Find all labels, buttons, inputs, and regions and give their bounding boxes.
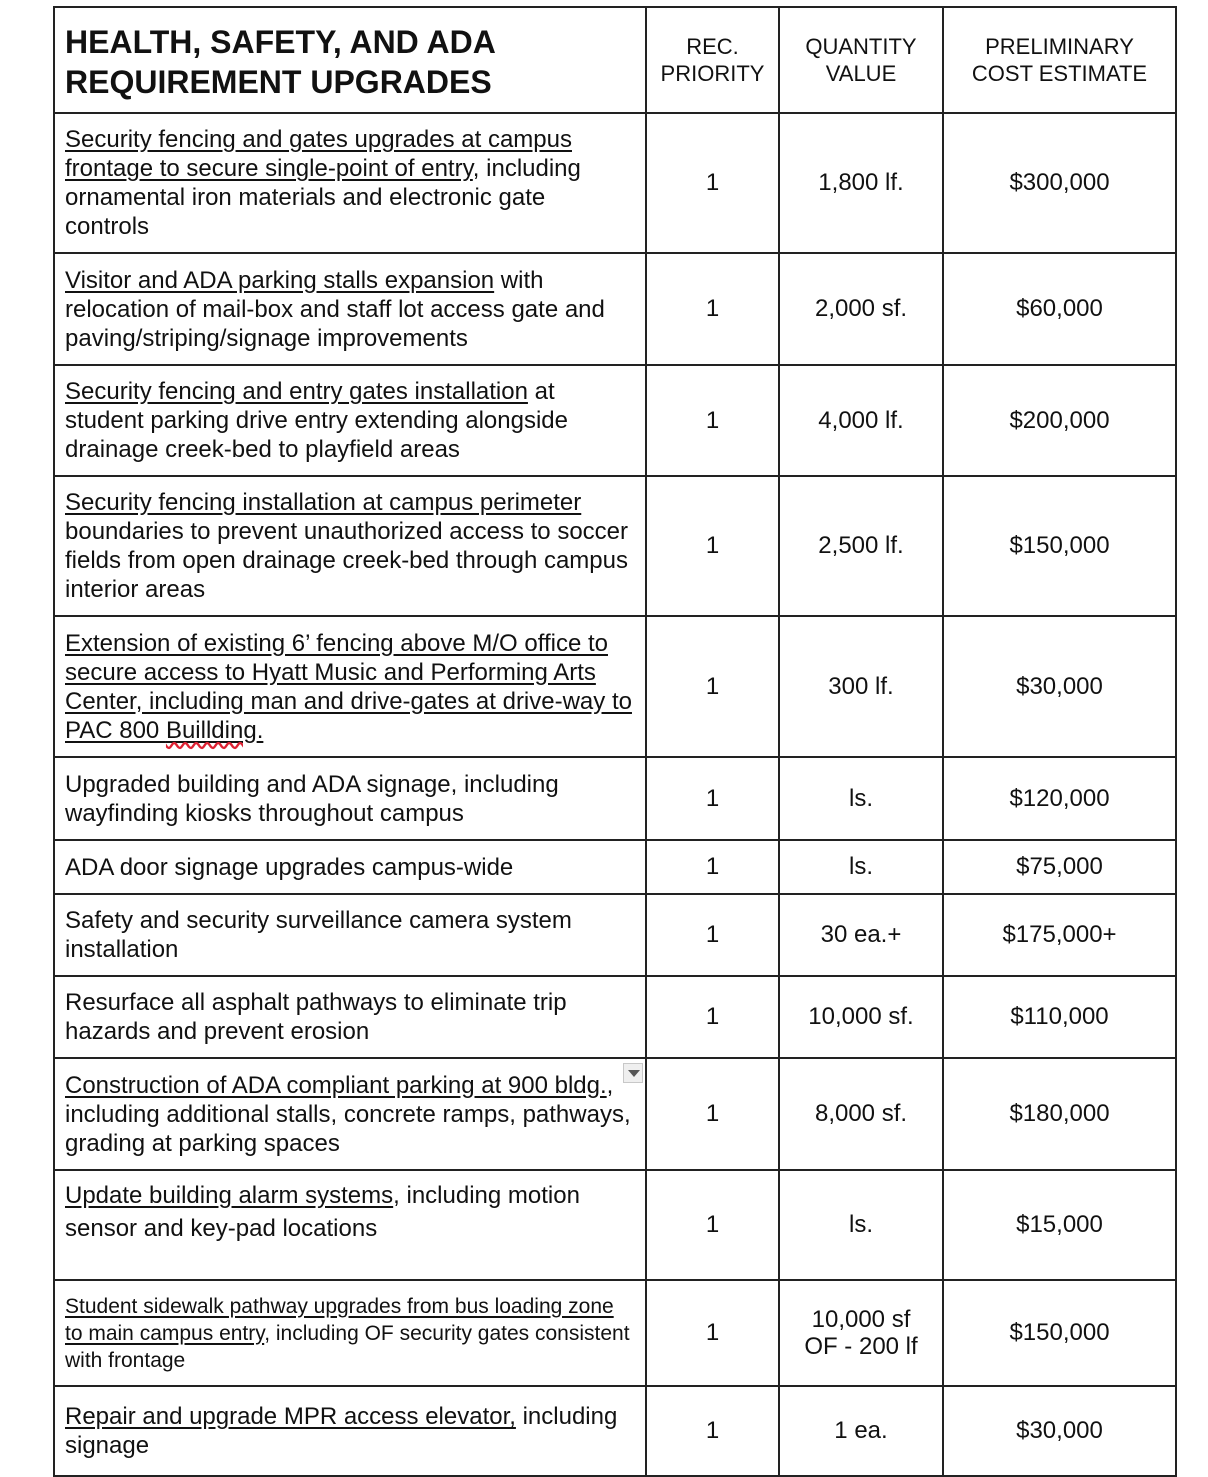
description-link[interactable]: Repair and upgrade MPR access elevator, [65,1403,516,1430]
row-cost: $110,000 [943,976,1176,1058]
table-row [54,1170,1176,1280]
description-link[interactable]: Security fencing installation at campus perimeter [65,489,582,516]
row-cost: $30,000 [943,616,1176,757]
cost-header: PRELIMINARY COST ESTIMATE [943,7,1176,113]
row-priority: 1 [646,757,779,840]
row-cost: $30,000 [943,1386,1176,1476]
row-quantity: 2,000 sf. [779,253,943,365]
header-row [54,7,1176,113]
row-cost: $175,000+ [943,894,1176,976]
row-priority: 1 [646,253,779,365]
table-row [54,976,1176,1058]
table-title: HEALTH, SAFETY, AND ADA REQUIREMENT UPGRADES [54,7,646,113]
row-description: Safety and security surveillance camera system installation [54,894,646,976]
row-quantity: ls. [779,840,943,894]
table-row [54,1386,1176,1476]
table-row [54,365,1176,476]
upgrades-table [53,6,1177,1477]
description-link[interactable]: Update building alarm systems [65,1182,394,1209]
description-link[interactable]: Security fencing and gates upgrades at campus frontage to secure single-point of entry [65,126,572,182]
row-quantity: 1,800 lf. [779,113,943,253]
row-quantity: 2,500 lf. [779,476,943,616]
row-priority: 1 [646,1386,779,1476]
description-link[interactable]: Visitor and ADA parking stalls expansion [65,266,495,294]
row-priority: 1 [646,476,779,616]
row-description: Security fencing and entry gates installation at student parking drive entry extending alongside drainage creek-bed to playfield areas [54,365,646,476]
row-quantity: 30 ea.+ [779,894,943,976]
row-priority: 1 [646,1170,779,1280]
table-row [54,757,1176,840]
row-quantity: ls. [779,1170,943,1280]
description-link[interactable]: Student sidewalk pathway upgrades from bus loading zone to main campus entry [65,1294,614,1345]
description-link[interactable]: Extension of existing 6’ fencing above M/O office to secure access to Hyatt Music and Performing Arts Center, including man and drive-gates at drive-way to PAC 800 Buillding. [65,629,632,744]
row-priority: 1 [646,976,779,1058]
row-priority: 1 [646,113,779,253]
table-row [54,253,1176,365]
row-description: Update building alarm systems, including motion sensor and key-pad locations [54,1170,646,1280]
row-priority: 1 [646,894,779,976]
row-description: Upgraded building and ADA signage, including wayfinding kiosks throughout campus [54,757,646,840]
description-link[interactable]: Construction of ADA compliant parking at 900 bldg. [65,1071,607,1099]
table-row [54,1058,1176,1170]
row-quantity: 10,000 sf OF - 200 lf [779,1280,943,1386]
row-quantity: 4,000 lf. [779,365,943,476]
table-row [54,894,1176,976]
dropdown-arrow-icon[interactable] [623,1063,643,1083]
table-row [54,476,1176,616]
row-cost: $200,000 [943,365,1176,476]
row-description: Student sidewalk pathway upgrades from bus loading zone to main campus entry, including OF security gates consistent with frontage [54,1280,646,1386]
priority-header: REC. PRIORITY [646,7,779,113]
row-description [54,616,646,757]
row-cost: $60,000 [943,253,1176,365]
row-priority: 1 [646,616,779,757]
row-cost: $75,000 [943,840,1176,894]
row-description: Resurface all asphalt pathways to eliminate trip hazards and prevent erosion [54,976,646,1058]
row-description: ADA door signage upgrades campus-wide [54,840,646,894]
row-description: Visitor and ADA parking stalls expansion with relocation of mail-box and staff lot access gate and paving/striping/signage improvements [54,253,646,365]
table-row [54,616,1176,757]
row-priority: 1 [646,365,779,476]
spellcheck-word: Buillding [165,716,257,744]
row-quantity: 1 ea. [779,1386,943,1476]
row-priority: 1 [646,1280,779,1386]
table-row [54,840,1176,894]
row-cost: $15,000 [943,1170,1176,1280]
row-description: Construction of ADA compliant parking at 900 bldg., including additional stalls, concrete ramps, pathways, grading at parking spaces [54,1058,646,1170]
row-quantity: 8,000 sf. [779,1058,943,1170]
table-row [54,1280,1176,1386]
row-priority: 1 [646,1058,779,1170]
row-cost: $150,000 [943,1280,1176,1386]
row-cost: $180,000 [943,1058,1176,1170]
row-quantity: ls. [779,757,943,840]
row-priority: 1 [646,840,779,894]
row-cost: $120,000 [943,757,1176,840]
description-link[interactable]: Security fencing and entry gates installation [65,378,528,405]
row-cost: $150,000 [943,476,1176,616]
row-cost: $300,000 [943,113,1176,253]
row-quantity: 10,000 sf. [779,976,943,1058]
table-row [54,113,1176,253]
row-description: Security fencing and gates upgrades at campus frontage to secure single-point of entry, including ornamental iron materials and electronic gate controls [54,113,646,253]
quantity-header: QUANTITY VALUE [779,7,943,113]
row-quantity: 300 lf. [779,616,943,757]
row-description: Repair and upgrade MPR access elevator, including signage [54,1386,646,1476]
row-description: Security fencing installation at campus perimeter boundaries to prevent unauthorized access to soccer fields from open drainage creek-bed through campus interior areas [54,476,646,616]
